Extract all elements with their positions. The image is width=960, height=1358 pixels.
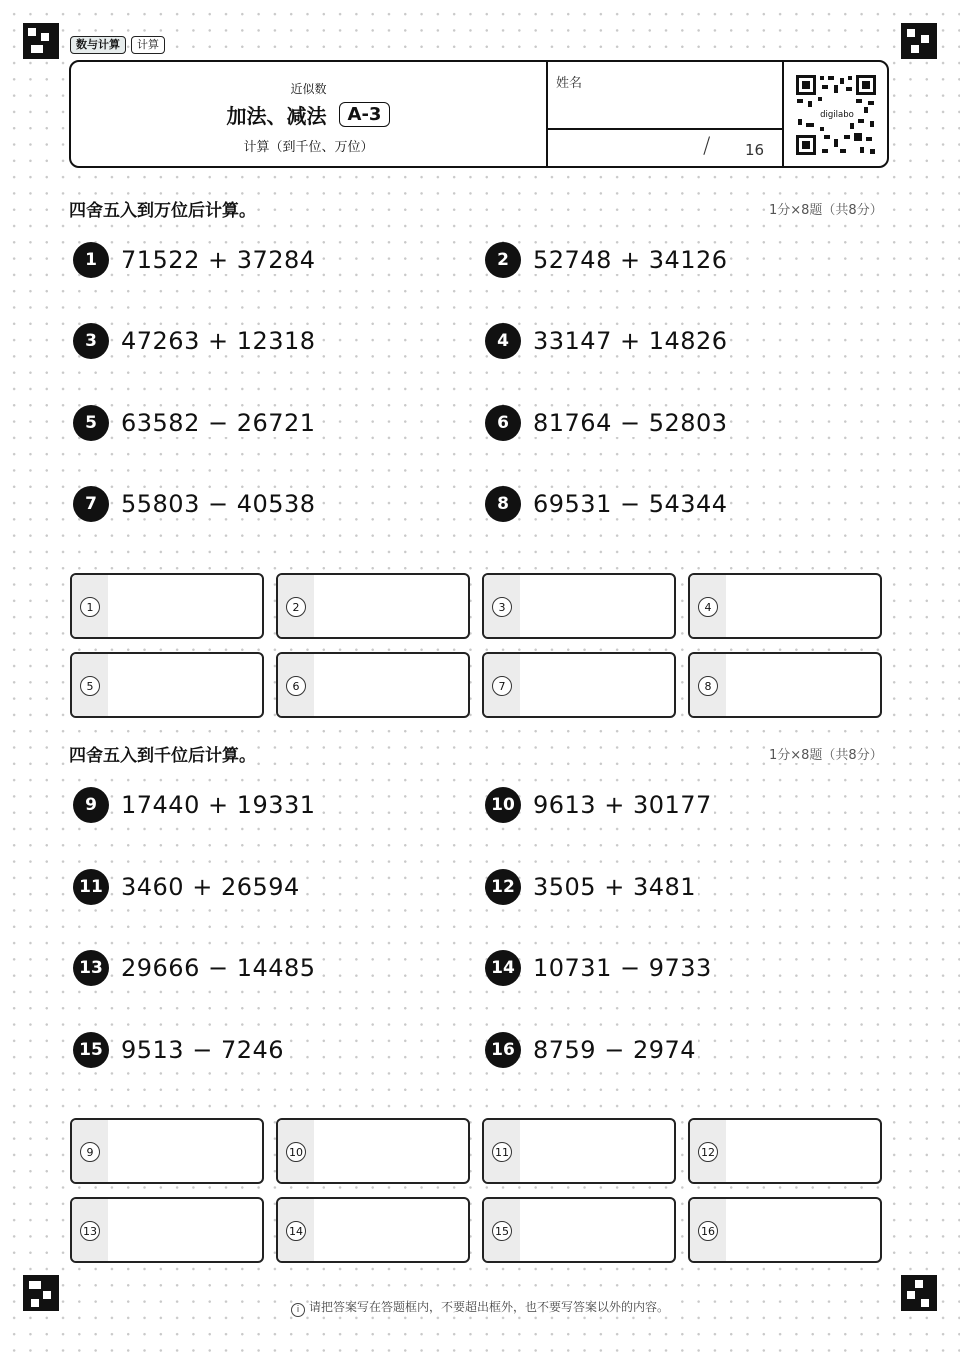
problem-4 <box>485 323 730 359</box>
answer-number: 3 <box>492 597 512 617</box>
problem-14 <box>485 950 714 986</box>
answer-box-14[interactable] <box>276 1197 470 1263</box>
problem-number-badge: 16 <box>485 1032 521 1068</box>
header-divider-qr <box>782 62 784 166</box>
problem-number-badge: 1 <box>73 242 109 278</box>
qr-code-icon <box>794 73 878 157</box>
page-title: 加法、减法 <box>226 104 327 128</box>
problem-expression: 3460 + 26594 <box>121 873 300 901</box>
answer-number: 13 <box>80 1221 100 1241</box>
problem-expression: 33147 + 14826 <box>533 327 728 355</box>
corner-marker-top-right <box>901 23 937 59</box>
answer-number: 9 <box>80 1142 100 1162</box>
name-field-underline[interactable] <box>548 128 782 130</box>
info-icon: i <box>291 1303 305 1317</box>
answer-number: 7 <box>492 676 512 696</box>
tag-subcategory: 计算 <box>131 36 165 54</box>
answer-box-5[interactable] <box>70 652 264 718</box>
category-tags <box>70 36 165 54</box>
problem-1 <box>73 242 318 278</box>
answer-number: 2 <box>286 597 306 617</box>
section-2-score: 1分×8题（共8分） <box>769 744 883 763</box>
problem-number-badge: 11 <box>73 869 109 905</box>
problem-number-badge: 4 <box>485 323 521 359</box>
answer-box-15[interactable] <box>482 1197 676 1263</box>
problem-expression: 52748 + 34126 <box>533 246 728 274</box>
problem-10 <box>485 787 714 823</box>
problem-7 <box>73 486 318 522</box>
answer-box-1[interactable] <box>70 573 264 639</box>
level-code-badge: A-3 <box>339 102 391 127</box>
problem-expression: 9513 − 7246 <box>121 1036 285 1064</box>
problem-expression: 63582 − 26721 <box>121 409 316 437</box>
problem-expression: 9613 + 30177 <box>533 791 712 819</box>
problem-number-badge: 3 <box>73 323 109 359</box>
problem-11 <box>73 869 302 905</box>
section-1-title: 四舍五入到万位后计算。 <box>69 196 256 221</box>
answer-box-3[interactable] <box>482 573 676 639</box>
problem-expression: 71522 + 37284 <box>121 246 316 274</box>
answer-box-6[interactable] <box>276 652 470 718</box>
problem-expression: 17440 + 19331 <box>121 791 316 819</box>
problem-number-badge: 15 <box>73 1032 109 1068</box>
answer-number: 4 <box>698 597 718 617</box>
problem-5 <box>73 405 318 441</box>
qr-label: digilabo <box>820 110 854 120</box>
score-total: 16 <box>745 141 765 159</box>
answer-number: 15 <box>492 1221 512 1241</box>
problem-3 <box>73 323 318 359</box>
problem-number-badge: 9 <box>73 787 109 823</box>
problem-12 <box>485 869 698 905</box>
section-1-score: 1分×8题（共8分） <box>769 199 883 218</box>
tag-category: 数与计算 <box>70 36 126 54</box>
name-label: 姓名 <box>556 76 583 91</box>
problem-expression: 29666 − 14485 <box>121 954 316 982</box>
problem-number-badge: 2 <box>485 242 521 278</box>
problem-8 <box>485 486 730 522</box>
answer-box-12[interactable] <box>688 1118 882 1184</box>
answer-box-10[interactable] <box>276 1118 470 1184</box>
problem-number-badge: 6 <box>485 405 521 441</box>
answer-number: 12 <box>698 1142 718 1162</box>
answer-box-16[interactable] <box>688 1197 882 1263</box>
problem-expression: 8759 − 2974 <box>533 1036 697 1064</box>
problem-6 <box>485 405 730 441</box>
problem-number-badge: 14 <box>485 950 521 986</box>
footer-text: 请把答案写在答题框内，不要超出框外，也不要写答案以外的内容。 <box>308 1300 669 1314</box>
worksheet-header <box>69 60 889 168</box>
problem-expression: 47263 + 12318 <box>121 327 316 355</box>
answer-box-9[interactable] <box>70 1118 264 1184</box>
problem-9 <box>73 787 318 823</box>
problem-16 <box>485 1032 698 1068</box>
title-block <box>71 62 546 166</box>
answer-box-2[interactable] <box>276 573 470 639</box>
answer-number: 8 <box>698 676 718 696</box>
problem-15 <box>73 1032 286 1068</box>
problem-number-badge: 12 <box>485 869 521 905</box>
page-subtitle: 计算（到千位、万位） <box>243 140 374 155</box>
problem-2 <box>485 242 730 278</box>
answer-number: 14 <box>286 1221 306 1241</box>
title-row <box>71 100 546 129</box>
problem-number-badge: 13 <box>73 950 109 986</box>
answer-number: 16 <box>698 1221 718 1241</box>
topic-label: 近似数 <box>290 82 327 96</box>
answer-number: 1 <box>80 597 100 617</box>
problem-number-badge: 5 <box>73 405 109 441</box>
answer-box-7[interactable] <box>482 652 676 718</box>
footer-note <box>0 1298 960 1317</box>
answer-box-4[interactable] <box>688 573 882 639</box>
problem-number-badge: 7 <box>73 486 109 522</box>
answer-number: 10 <box>286 1142 306 1162</box>
problem-expression: 3505 + 3481 <box>533 873 697 901</box>
section-2-title: 四舍五入到千位后计算。 <box>69 741 256 766</box>
problem-number-badge: 8 <box>485 486 521 522</box>
problem-expression: 69531 − 54344 <box>533 490 728 518</box>
problem-expression: 10731 − 9733 <box>533 954 712 982</box>
answer-box-11[interactable] <box>482 1118 676 1184</box>
problem-number-badge: 10 <box>485 787 521 823</box>
answer-box-13[interactable] <box>70 1197 264 1263</box>
problem-expression: 81764 − 52803 <box>533 409 728 437</box>
problem-13 <box>73 950 318 986</box>
problem-expression: 55803 − 40538 <box>121 490 316 518</box>
answer-number: 11 <box>492 1142 512 1162</box>
answer-number: 6 <box>286 676 306 696</box>
score-slash: / <box>703 134 711 159</box>
corner-marker-top-left <box>23 23 59 59</box>
header-divider <box>546 62 548 166</box>
answer-number: 5 <box>80 676 100 696</box>
answer-box-8[interactable] <box>688 652 882 718</box>
